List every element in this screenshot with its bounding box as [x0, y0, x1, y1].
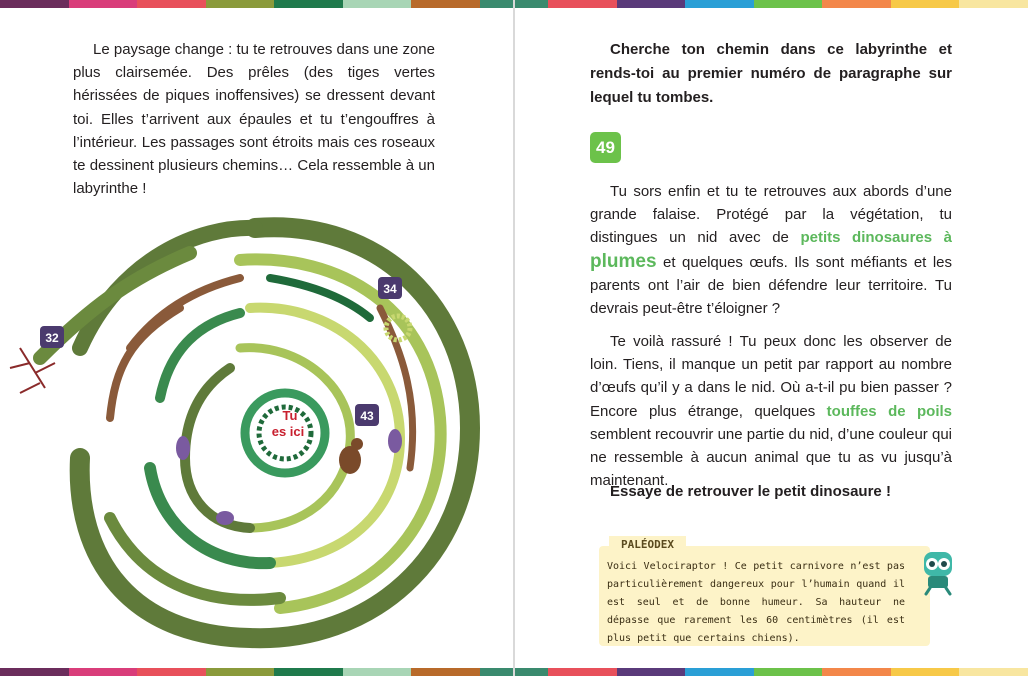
- maze-start-label-line1: Tu: [282, 408, 298, 423]
- robot-mascot-icon: [918, 548, 958, 596]
- stripe-segment: [891, 668, 960, 676]
- stripe-segment: [822, 668, 891, 676]
- stripe-segment: [137, 0, 206, 8]
- maze-exit-badge-34: [378, 277, 402, 299]
- stripe-segment: [617, 668, 686, 676]
- para2-text-a: Te voilà rassuré ! Tu peux donc les observer de loin. Tiens, il manque un petit par rapport au nombre d’œufs qu’il y a dans le nid. Où a-t-il pu bien passer ? Encore plus étrange, quelques: [590, 333, 952, 420]
- stripe-segment: [343, 668, 412, 676]
- reed-maze-illustration: [0, 198, 513, 658]
- stripe-segment: [959, 668, 1028, 676]
- stripe-segment: [137, 668, 206, 676]
- stripe-segment: [754, 0, 823, 8]
- stripe-segment: [548, 0, 617, 8]
- stripe-segment: [685, 0, 754, 8]
- stripe-segment: [0, 0, 69, 8]
- highlight-touffes-de-poils: touffes de poils: [826, 402, 952, 420]
- maze-start-label-line2: es ici: [271, 424, 305, 439]
- stripe-segment: [0, 668, 69, 676]
- stripe-segment: [274, 0, 343, 8]
- stripe-segment: [685, 668, 754, 676]
- maze-instruction: Cherche ton chemin dans ce labyrinthe et rends-toi au premier numéro de paragraphe sur lequel tu tombes.: [590, 41, 952, 106]
- right-page: [515, 8, 1028, 668]
- paragraph-number-badge: 49: [590, 132, 621, 163]
- left-page: [0, 8, 513, 668]
- stripe-segment: [617, 0, 686, 8]
- stripe-segment: [411, 668, 480, 676]
- stripe-segment: [959, 0, 1028, 8]
- badge-34-label: 34: [383, 282, 397, 296]
- left-intro-paragraph: Le paysage change : tu te retrouves dans une zone plus clairsemée. Des prêles (des tiges vertes hérissées de piques inoffensives) se dressent devant toi. Elles t’arrivent aux épaules et tu t’engouffres à l’intérieur. Les passages sont étroits mais ces roseaux te dessinent plusieurs chemins… Cela ressemble à un labyrinthe !: [73, 41, 435, 198]
- stripe-segment: [411, 0, 480, 8]
- stripe-segment: [69, 0, 138, 8]
- para2-text-b: semblent recouvrir une partie du nid, d’une couleur qui ne ressemble à aucun animal que tu as vu jusqu’à maintenant.: [590, 425, 952, 490]
- badge-43-label: 43: [360, 409, 374, 423]
- paragraph-49-part2: [590, 330, 952, 492]
- stripe-segment: [754, 668, 823, 676]
- highlight-petits-dinosaures: petits dinosaures à: [800, 229, 952, 247]
- highlight-plumes: plumes: [590, 250, 657, 272]
- paleodex-title: PALÉODEX: [609, 536, 686, 553]
- maze-exit-badge-43: [355, 404, 379, 426]
- call-to-action: Essaye de retrouver le petit dinosaure !: [610, 483, 891, 500]
- maze-exit-badge-32: [40, 326, 64, 348]
- paleodex-text: Voici Velociraptor ! Ce petit carnivore n’est pas particulièrement dangereux pour l’humain quand il est seul et de bonne humeur. Sa hauteur ne dépasse que rarement les 60 centimètres (il est plus petit que certains chiens).: [607, 561, 905, 644]
- para1-text-a: Tu sors enfin et tu te retrouves aux abords d’une grande falaise. Protégé par la végétation, tu distingues un nid avec de: [590, 183, 952, 247]
- stripe-segment: [206, 0, 275, 8]
- paragraph-49-part1: [590, 180, 952, 320]
- stripe-segment: [548, 668, 617, 676]
- stripe-segment: [891, 0, 960, 8]
- stripe-segment: [69, 668, 138, 676]
- stripe-segment: [343, 0, 412, 8]
- stripe-segment: [822, 0, 891, 8]
- badge-32-label: 32: [45, 331, 59, 345]
- stripe-segment: [274, 668, 343, 676]
- stripe-segment: [206, 668, 275, 676]
- para1-text-b: et quelques œufs. Ils sont méfiants et les parents ont l’air de bien défendre leur territoire. Tu devrais peut-être t’éloigner ?: [590, 253, 952, 318]
